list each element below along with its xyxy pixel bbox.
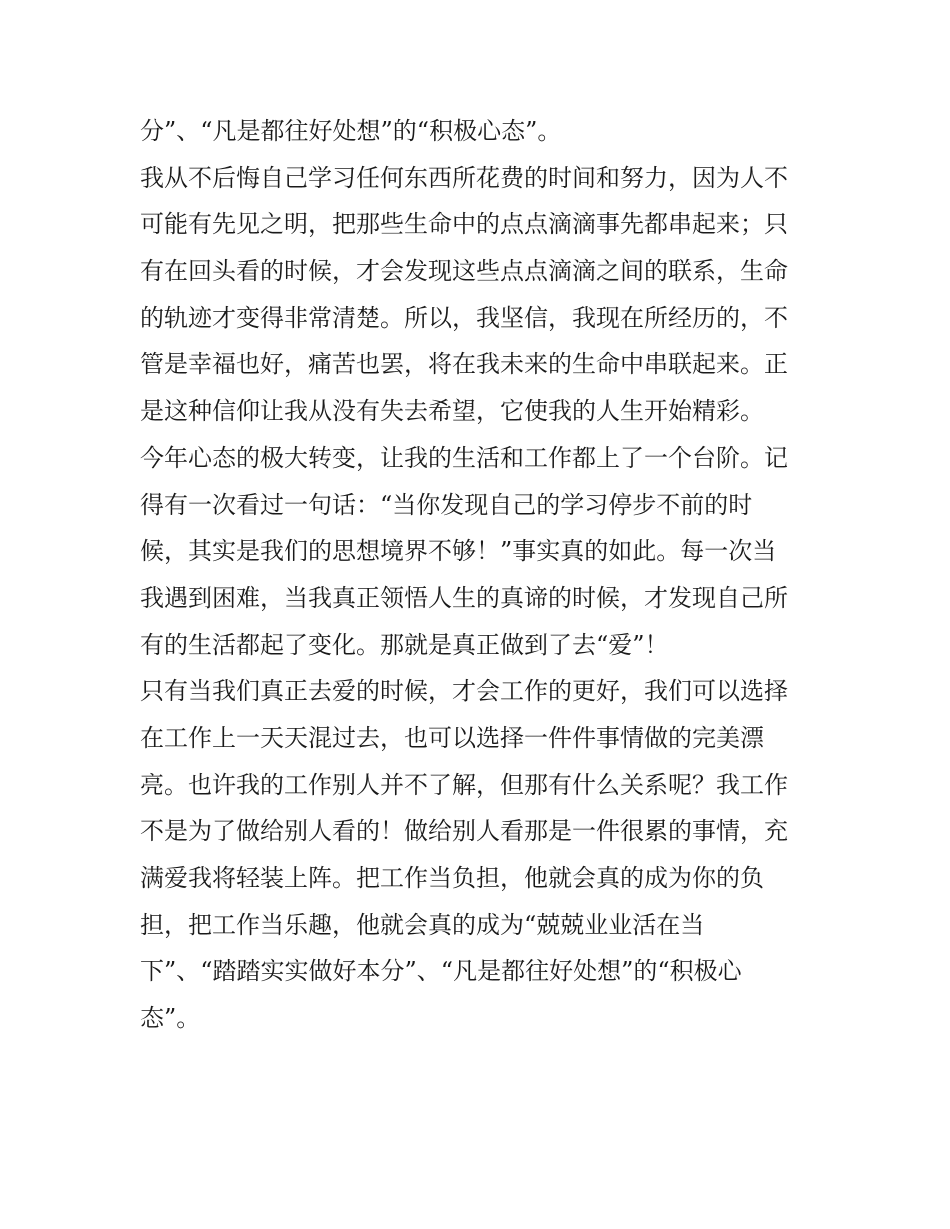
- text-line: 有在回头看的时候，才会发现这些点点滴滴之间的联系，生命: [140, 257, 788, 286]
- text-line: 我从不后悔自己学习任何东西所花费的时间和努力，因为人不: [140, 163, 788, 192]
- text-line: 我遇到困难，当我真正领悟人生的真谛的时候，才发现自己所: [140, 583, 788, 612]
- text-line: 只有当我们真正去爱的时候，才会工作的更好，我们可以选择: [140, 677, 788, 706]
- text-line: 管是幸福也好，痛苦也罢，将在我未来的生命中串联起来。正: [140, 350, 788, 379]
- text-line: 下”、“踏踏实实做好本分”、“凡是都往好处想”的“积极心: [140, 957, 742, 986]
- text-line: 分”、“凡是都往好处想”的“积极心态”。: [140, 117, 562, 145]
- text-line: 满爱我将轻装上阵。把工作当负担，他就会真的成为你的负: [140, 864, 764, 892]
- text-line: 是这种信仰让我从没有失去希望，它使我的人生开始精彩。: [140, 397, 764, 426]
- document-body: [140, 108, 820, 1042]
- text-line: 亮。也许我的工作别人并不了解，但那有什么关系呢？我工作: [140, 770, 788, 799]
- text-line: 在工作上一天天混过去，也可以选择一件件事情做的完美漂: [140, 723, 764, 752]
- text-line: 担，把工作当乐趣，他就会真的成为“兢兢业业活在当: [140, 910, 705, 939]
- text-line: 不是为了做给别人看的！做给别人看那是一件很累的事情，充: [140, 817, 788, 846]
- text-line: 得有一次看过一句话：“当你发现自己的学习停步不前的时: [140, 490, 753, 519]
- text-line: 可能有先见之明，把那些生命中的点点滴滴事先都串起来；只: [140, 210, 788, 239]
- text-line: 候，其实是我们的思想境界不够！”事实真的如此。每一次当: [140, 537, 777, 566]
- text-line: 态”。: [140, 1004, 201, 1033]
- text-line: 的轨迹才变得非常清楚。所以，我坚信，我现在所经历的，不: [140, 303, 788, 332]
- text-line: 有的生活都起了变化。那就是真正做到了去“爱”！: [140, 630, 669, 659]
- text-line: 今年心态的极大转变，让我的生活和工作都上了一个台阶。记: [140, 443, 788, 472]
